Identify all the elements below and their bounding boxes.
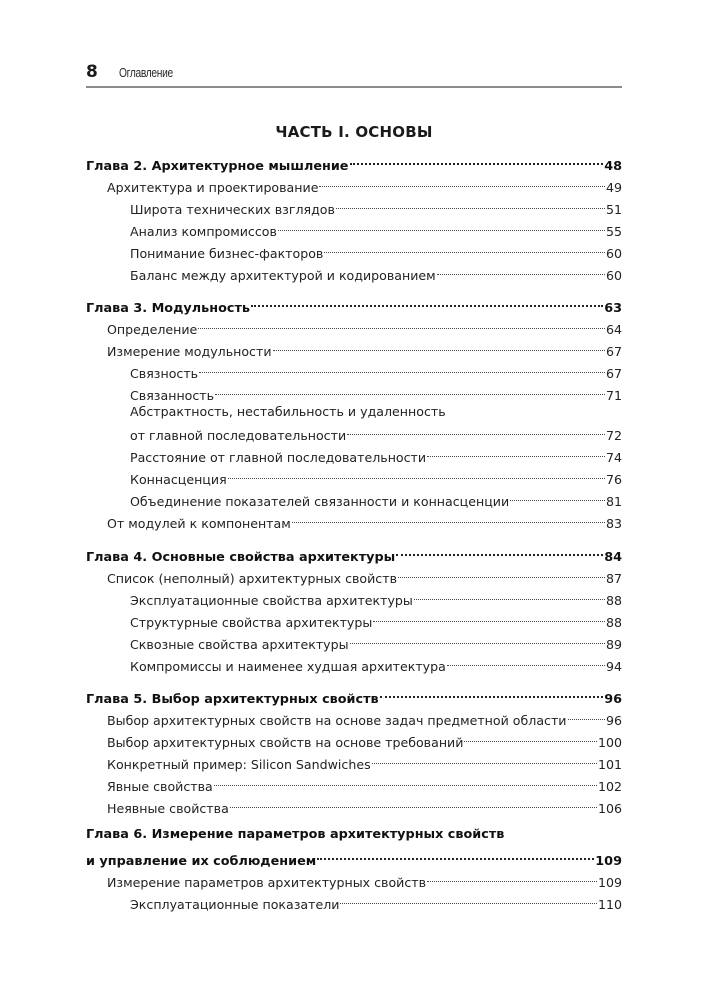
- toc-subsection[interactable]: [86, 380, 622, 403]
- toc-entry-title: Выбор архитектурных свойств на основе требований: [107, 733, 464, 753]
- running-head-title: Оглавление: [119, 66, 173, 80]
- dot-leader: [347, 420, 605, 440]
- dot-leader: [447, 651, 605, 671]
- toc-entry-title: Коннасценция: [130, 470, 228, 490]
- toc-entry-page: 67: [605, 366, 622, 381]
- toc-chapter-4[interactable]: [86, 541, 622, 565]
- toc-chapter-6-line1[interactable]: Глава 6. Измерение параметров архитектурных свойств: [86, 827, 505, 842]
- toc-entry-page: 109: [597, 875, 622, 890]
- toc-entry-page: 89: [605, 637, 622, 652]
- dot-leader: [228, 464, 605, 484]
- running-head: [86, 61, 622, 83]
- page-number: 8: [86, 62, 98, 82]
- toc-entry-page: 88: [605, 615, 622, 630]
- toc-section[interactable]: [86, 336, 622, 359]
- toc-entry-page: 55: [605, 224, 622, 239]
- toc-entry-page: 60: [605, 246, 622, 261]
- toc-chapter-5[interactable]: [86, 683, 622, 707]
- toc-section[interactable]: [86, 749, 622, 772]
- dot-leader: [215, 380, 605, 400]
- toc-entry-page: 87: [605, 571, 622, 586]
- dot-leader: [292, 508, 605, 528]
- toc-subsection[interactable]: [86, 486, 622, 509]
- dot-leader: [340, 889, 597, 909]
- toc-entry-title: Широта технических взглядов: [130, 200, 336, 220]
- dot-leader: [380, 683, 604, 703]
- dot-leader: [336, 194, 605, 214]
- toc-subsection[interactable]: [86, 358, 622, 381]
- toc-entry-title: Понимание бизнес-факторов: [130, 244, 324, 264]
- toc-entry-page: 63: [604, 301, 622, 316]
- toc-entry-page: 76: [605, 472, 622, 487]
- toc-entry-page: 88: [605, 593, 622, 608]
- toc-subsection[interactable]: [86, 651, 622, 674]
- dot-leader: [278, 216, 605, 236]
- dot-leader: [317, 845, 594, 865]
- dot-leader: [319, 172, 605, 192]
- toc-entry-page: 109: [595, 854, 622, 869]
- toc-entry-page: 101: [597, 757, 622, 772]
- toc-subsection[interactable]: [86, 260, 622, 283]
- dot-leader: [414, 585, 605, 605]
- toc-subsection[interactable]: [86, 194, 622, 217]
- toc-entry-page: 96: [605, 713, 622, 728]
- toc-chapter-3[interactable]: [86, 292, 622, 316]
- toc-entry-title: Объединение показателей связанности и коннасценции: [130, 492, 510, 512]
- toc-section[interactable]: [86, 867, 622, 890]
- toc-entry-page: 74: [605, 450, 622, 465]
- toc-chapter-6[interactable]: [86, 845, 622, 869]
- toc-entry-page: 96: [604, 692, 622, 707]
- toc-subsection-line1[interactable]: Абстрактность, нестабильность и удаленность: [130, 404, 446, 419]
- toc-entry-title: Эксплуатационные показатели: [130, 895, 340, 915]
- toc-section[interactable]: [86, 793, 622, 816]
- toc-entry-page: 64: [605, 322, 622, 337]
- toc-entry-title: Баланс между архитектурой и кодированием: [130, 266, 437, 286]
- toc-subsection[interactable]: [86, 889, 622, 912]
- toc-section[interactable]: [86, 314, 622, 337]
- dot-leader: [398, 563, 605, 583]
- toc-subsection[interactable]: [86, 238, 622, 261]
- toc-section[interactable]: [86, 771, 622, 794]
- toc-entry-title: Измерение модульности: [107, 342, 273, 362]
- toc-entry-page: 110: [597, 897, 622, 912]
- toc-entry-title: Определение: [107, 320, 198, 340]
- toc-entry-page: 102: [597, 779, 622, 794]
- dot-leader: [198, 314, 605, 334]
- dot-leader: [427, 442, 605, 462]
- toc-entry-title: от главной последовательности: [130, 426, 347, 446]
- toc-entry-page: 81: [605, 494, 622, 509]
- dot-leader: [568, 705, 605, 725]
- toc-subsection[interactable]: [86, 420, 622, 443]
- toc-entry-page: 83: [605, 516, 622, 531]
- toc-section[interactable]: [86, 727, 622, 750]
- toc-entry-page: 72: [605, 428, 622, 443]
- toc-entry-title: Глава 4. Основные свойства архитектуры: [86, 548, 396, 568]
- dot-leader: [396, 541, 603, 561]
- dot-leader: [324, 238, 605, 258]
- toc-chapter-2[interactable]: [86, 150, 622, 174]
- toc-subsection[interactable]: [86, 442, 622, 465]
- dot-leader: [464, 727, 597, 747]
- toc-entry-title: Измерение параметров архитектурных свойств: [107, 873, 427, 893]
- toc-entry-page: 84: [604, 550, 622, 565]
- toc-section[interactable]: [86, 705, 622, 728]
- dot-leader: [437, 260, 605, 280]
- dot-leader: [350, 150, 604, 170]
- toc-entry-title: Глава 2. Архитектурное мышление: [86, 157, 350, 177]
- dot-leader: [230, 793, 597, 813]
- dot-leader: [427, 867, 597, 887]
- toc-entry-title: Глава 5. Выбор архитектурных свойств: [86, 690, 380, 710]
- toc-subsection[interactable]: [86, 607, 622, 630]
- dot-leader: [350, 629, 605, 649]
- toc-entry-title: Архитектура и проектирование: [107, 178, 319, 198]
- toc-entry-title: Связность: [130, 364, 199, 384]
- toc-entry-page: 106: [597, 801, 622, 816]
- toc-entry-page: 67: [605, 344, 622, 359]
- toc-entry-page: 100: [597, 735, 622, 750]
- toc-subsection[interactable]: [86, 629, 622, 652]
- toc-entry-title: Список (неполный) архитектурных свойств: [107, 569, 398, 589]
- header-rule: [86, 86, 622, 88]
- dot-leader: [199, 358, 605, 378]
- toc-entry-title: Глава 3. Модульность: [86, 299, 251, 319]
- toc-entry-title: Выбор архитектурных свойств на основе задач предметной области: [107, 711, 568, 731]
- toc-entry-page: 49: [605, 180, 622, 195]
- toc-entry-title: Сквозные свойства архитектуры: [130, 635, 350, 655]
- toc-entry-page: 71: [605, 388, 622, 403]
- toc-entry-title: Явные свойства: [107, 777, 214, 797]
- part-title: ЧАСТЬ I. ОСНОВЫ: [275, 123, 433, 141]
- toc-subsection[interactable]: [86, 585, 622, 608]
- dot-leader: [373, 607, 605, 627]
- toc-entry-title: Конкретный пример: Silicon Sandwiches: [107, 755, 372, 775]
- toc-entry-title: Связанность: [130, 386, 215, 406]
- dot-leader: [510, 486, 605, 506]
- toc-entry-title: От модулей к компонентам: [107, 514, 292, 534]
- toc-entry-title: Структурные свойства архитектуры: [130, 613, 373, 633]
- dot-leader: [372, 749, 597, 769]
- toc-section[interactable]: [86, 172, 622, 195]
- toc-subsection[interactable]: [86, 464, 622, 487]
- toc-entry-page: 48: [604, 159, 622, 174]
- toc-entry-title: Эксплуатационные свойства архитектуры: [130, 591, 414, 611]
- toc-entry-page: 60: [605, 268, 622, 283]
- toc-entry-page: 94: [605, 659, 622, 674]
- toc-entry-title: Неявные свойства: [107, 799, 230, 819]
- toc-section[interactable]: [86, 508, 622, 531]
- toc-entry-title: Анализ компромиссов: [130, 222, 278, 242]
- toc-subsection[interactable]: [86, 216, 622, 239]
- dot-leader: [214, 771, 597, 791]
- dot-leader: [273, 336, 605, 356]
- toc-entry-page: 51: [605, 202, 622, 217]
- toc-entry-title: и управление их соблюдением: [86, 852, 317, 872]
- toc-entry-title: Расстояние от главной последовательности: [130, 448, 427, 468]
- dot-leader: [251, 292, 603, 312]
- toc-entry-title: Компромиссы и наименее худшая архитектура: [130, 657, 447, 677]
- toc-section[interactable]: [86, 563, 622, 586]
